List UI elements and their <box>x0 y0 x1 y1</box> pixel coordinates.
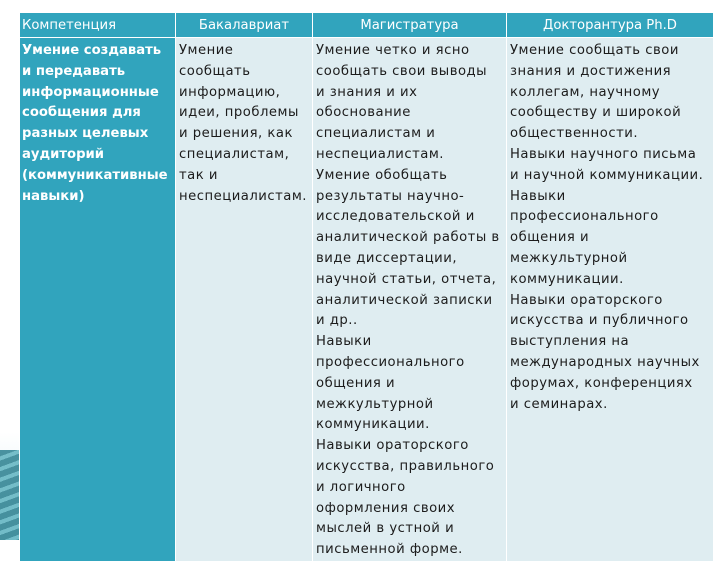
phd-text: Умение сообщать свои знания и достижения коллегам, научному сообществу и широкой общественности. Навыки научного письма и научной коммуникации. Навыки профессионального общения и межкультурной коммуникации. Навыки ораторского искусства и публичного выступления на международных научных форумах, конференциях и семинарах. <box>510 43 704 412</box>
header-master: Магистратура <box>313 13 507 38</box>
cell-master <box>313 38 507 562</box>
cell-phd <box>507 38 714 562</box>
slide-corner-decoration <box>0 450 20 540</box>
header-competence: Компетенция <box>20 13 176 38</box>
table-header-row <box>20 13 714 38</box>
bachelor-text: Умение сообщать информацию, идеи, проблемы и решения, как специалистам, так и неспециалистам. <box>179 43 308 204</box>
header-phd: Докторантура Ph.D <box>507 13 714 38</box>
competence-table-container <box>19 12 713 558</box>
competence-table <box>19 12 714 562</box>
competence-text: Умение создавать и передавать информационные сообщения для разных целевых аудиторий (коммуникативные навыки) <box>22 43 168 204</box>
cell-competence <box>20 38 176 562</box>
table-row <box>20 38 714 562</box>
header-bachelor: Бакалавриат <box>176 13 313 38</box>
master-text: Умение четко и ясно сообщать свои выводы и знания и их обоснование специалистам и неспециалистам. Умение обобщать результаты научно- исследовательской и аналитической работы в виде диссертации, научной статьи, отчета, аналитической записки и др.. Навыки профессионального общения и межкультурной коммуникации. Навыки ораторского искусства, правильного и логичного оформления своих мыслей в устной и письменной форме. <box>316 43 500 558</box>
cell-bachelor <box>176 38 313 562</box>
